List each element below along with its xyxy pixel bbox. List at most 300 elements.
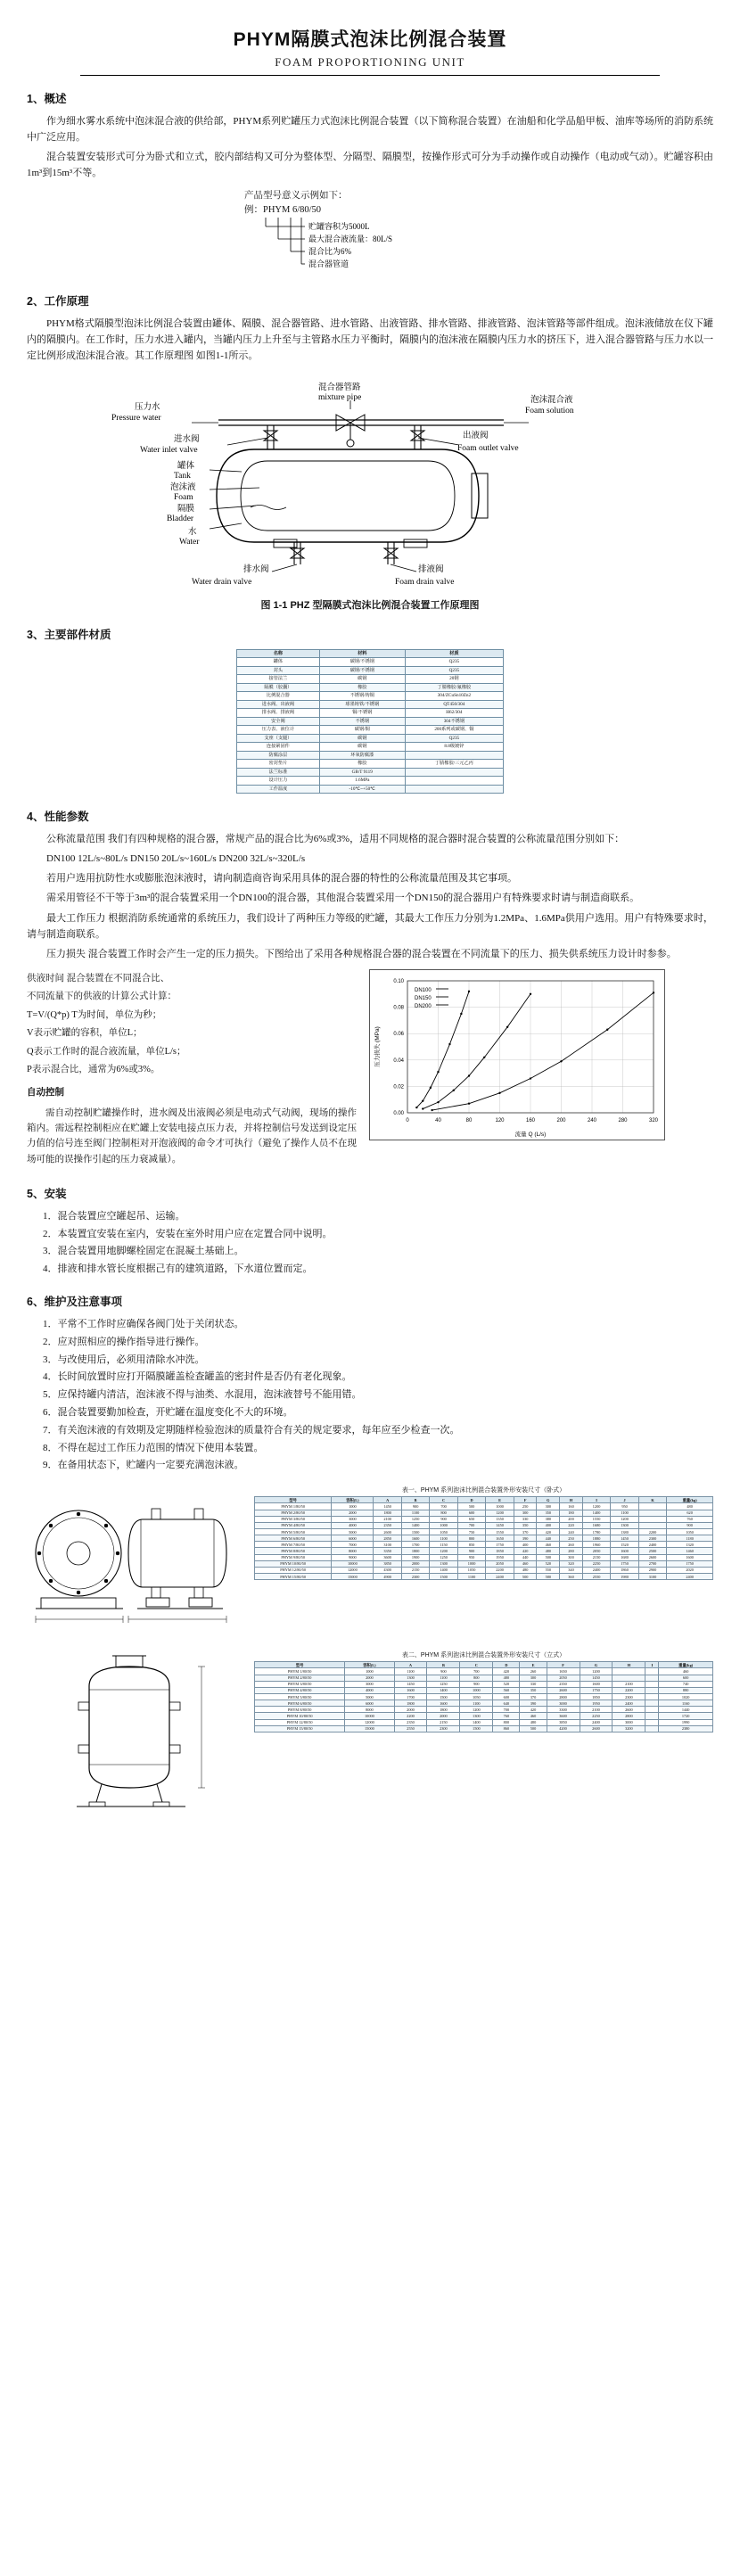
table-cell: PHYM 5/80/50 <box>255 1694 345 1700</box>
table-row <box>255 1503 713 1510</box>
table-row <box>255 1687 713 1693</box>
table-cell: 600 <box>659 1675 713 1681</box>
table-cell <box>405 751 503 760</box>
table-cell: 铜/不锈钢 <box>319 709 405 718</box>
table-cell: 1600 <box>611 1548 638 1554</box>
list-item: 1．平常不工作时应确保各阀门处于关闭状态。 <box>43 1319 244 1330</box>
label-foam-solution-en: Foam solution <box>525 406 574 416</box>
table-cell: 560 <box>493 1687 520 1693</box>
table-cell: 380 <box>537 1516 560 1522</box>
table-cell: 1550 <box>582 1516 610 1522</box>
table-cell: 2250 <box>582 1560 610 1567</box>
label-pressure-water-en: Pressure water <box>111 413 161 423</box>
table-cell: 1950 <box>580 1700 613 1707</box>
supply-time-line-2: T=V/(Q*p) T为时间，单位为秒； <box>27 1009 162 1020</box>
list-item: 7．有关泡沫液的有效期及定期随样检验泡沫的质量符合有关的规定要求，每年应至少检查一次。 <box>43 1424 460 1436</box>
table-cell: 700 <box>460 1668 493 1675</box>
table-cell: 1000 <box>457 1560 485 1567</box>
table-row <box>255 1725 713 1732</box>
table-cell: 260 <box>520 1668 547 1675</box>
table-cell: 1750 <box>580 1687 613 1693</box>
section-heading-performance: 4、性能参数 <box>27 811 89 824</box>
table-cell: 丁腈橡胶/三元乙丙 <box>405 760 503 769</box>
section-heading-overview: 1、概述 <box>27 93 67 105</box>
table-cell: 1500 <box>460 1725 493 1732</box>
table-header-cell: G <box>580 1662 613 1668</box>
table-cell: 2400 <box>613 1700 645 1707</box>
table-header-cell: A <box>374 1497 401 1503</box>
performance-flow-ranges: DN100 12L/s~80L/s DN150 20L/s~160L/s DN200 32L/s~320L/s <box>46 853 306 865</box>
table-cell: 1680 <box>611 1554 638 1560</box>
table-cell: 850 <box>457 1542 485 1548</box>
table-cell: 580 <box>537 1574 560 1580</box>
table-cell: 200 <box>560 1516 583 1522</box>
list-item: 3．混合装置用地脚螺栓固定在混凝土基础上。 <box>43 1246 244 1257</box>
table-row <box>255 1548 713 1554</box>
table-cell: 2400 <box>580 1719 613 1725</box>
performance-paragraph-5: 最大工作压力 根据消防系统通常的系统压力，我们设计了两种压力等级的贮罐，其最大工作压力分别为1.2MPa、1.6MPa供用户选用。用户有特殊要求时，请与制造商联系。 <box>27 912 713 940</box>
table-cell: 620 <box>667 1510 713 1516</box>
table-header-cell: E <box>520 1662 547 1668</box>
table-row <box>255 1694 713 1700</box>
table-cell: PHYM 3/80/50 <box>255 1516 332 1522</box>
table-row <box>255 1713 713 1719</box>
table-cell: 1050 <box>457 1567 485 1573</box>
table-cell: 2350 <box>547 1681 580 1687</box>
table-cell: 1320 <box>667 1542 713 1548</box>
table-cell: 2600 <box>613 1707 645 1713</box>
label-foam-solution-cn: 泡沫混合液 <box>530 395 573 405</box>
table-cell: 2300 <box>638 1535 666 1542</box>
table-row <box>237 692 504 701</box>
table-row <box>237 683 504 692</box>
supply-time-line-3: V表示贮罐的容积，单位L； <box>27 1028 143 1039</box>
table-cell: 2300 <box>613 1694 645 1700</box>
table-cell: 15000 <box>345 1725 394 1732</box>
table-header-cell: E <box>486 1497 514 1503</box>
table-row <box>237 666 504 675</box>
table-cell: 300 <box>560 1554 583 1560</box>
legend-note-0: 贮罐容积为5000L <box>308 222 370 232</box>
spec-table-vertical <box>254 1661 713 1732</box>
table-cell: 250 <box>560 1535 583 1542</box>
table-cell: 2000 <box>427 1713 460 1719</box>
table-cell: 760 <box>493 1713 520 1719</box>
table-cell: 800 <box>457 1535 485 1542</box>
table-cell: 950 <box>611 1503 638 1510</box>
table-cell: 3600 <box>374 1554 401 1560</box>
table-cell: 1600 <box>580 1681 613 1687</box>
table-cell: 304不锈钢 <box>405 717 503 726</box>
table-cell: 2020 <box>667 1567 713 1573</box>
table-cell: PHYM 8/80/50 <box>255 1707 345 1713</box>
table-cell: 420 <box>537 1529 560 1535</box>
table-cell: 20钢 <box>405 675 503 684</box>
table-cell: 设计压力 <box>237 777 320 786</box>
table-cell: 12000 <box>345 1719 394 1725</box>
table-cell: 2800 <box>613 1713 645 1719</box>
table-cell: 2900 <box>638 1567 666 1573</box>
table-cell: 500 <box>520 1725 547 1732</box>
table-cell: 1500 <box>430 1574 457 1580</box>
table-cell: PHYM 2/80/50 <box>255 1675 345 1681</box>
label-pressure-water-cn: 压力水 <box>135 402 160 412</box>
table-cell: 600 <box>493 1694 520 1700</box>
svg-text:120: 120 <box>495 1118 505 1123</box>
table-cell: 390 <box>514 1535 537 1542</box>
pressure-loss-chart <box>369 969 665 1140</box>
table-cell: 1450 <box>580 1675 613 1681</box>
materials-header-cell: 名称 <box>237 649 320 658</box>
table-cell: PHYM 4/80/50 <box>255 1687 345 1693</box>
table-cell: 440 <box>537 1535 560 1542</box>
table-cell: 支座（支腿） <box>237 734 320 743</box>
table-row <box>255 1542 713 1548</box>
list-item: 4．长时间放置时应打开隔膜罐盖检查罐盖的密封件是否仍有老化现象。 <box>43 1371 352 1383</box>
table-cell <box>645 1694 659 1700</box>
table-cell: PHYM 10/80/50 <box>255 1560 332 1567</box>
table-cell: 300 <box>537 1503 560 1510</box>
table-cell: 900 <box>427 1668 460 1675</box>
table-cell: 1050 <box>667 1529 713 1535</box>
table-cell: 4000 <box>345 1687 394 1693</box>
table-cell: H62/304 <box>405 709 503 718</box>
table-header-cell: F <box>547 1662 580 1668</box>
table-row <box>255 1554 713 1560</box>
table-cell: 1650 <box>547 1668 580 1675</box>
table-cell <box>405 777 503 786</box>
table-cell <box>645 1725 659 1732</box>
table-cell: 250 <box>514 1503 537 1510</box>
table-cell: 3000 <box>547 1700 580 1707</box>
table-cell: 800 <box>430 1510 457 1516</box>
table-row <box>237 726 504 735</box>
automatic-control-title: 自动控制 <box>27 1088 64 1099</box>
table-cell: 2050 <box>582 1548 610 1554</box>
table-cell: 1700 <box>394 1694 427 1700</box>
table-cell: 6000 <box>345 1700 394 1707</box>
page-title: PHYM隔膜式泡沫比例混合装置 <box>233 29 507 50</box>
table-cell: 10000 <box>332 1560 374 1567</box>
model-legend-leaders <box>223 218 517 278</box>
table-row <box>255 1529 713 1535</box>
table-cell: 350 <box>514 1522 537 1528</box>
list-item: 2．应对照相应的操作指导进行操作。 <box>43 1336 205 1347</box>
table-cell: 2850 <box>374 1535 401 1542</box>
table-cell: 3100 <box>374 1542 401 1548</box>
table-cell: 5000 <box>332 1529 374 1535</box>
horizontal-unit-svg <box>27 1484 245 1635</box>
table-cell: 1950 <box>486 1554 514 1560</box>
table-cell: 330 <box>514 1516 537 1522</box>
table-cell: 1750 <box>611 1560 638 1567</box>
horizontal-drawing <box>27 1484 245 1640</box>
table-cell: 1200 <box>582 1503 610 1510</box>
table-cell: 1050 <box>460 1694 493 1700</box>
list-item: 6．混合装置要勤加检查，开贮罐在温度变化不大的环境。 <box>43 1407 293 1419</box>
table-cell: 2600 <box>374 1529 401 1535</box>
table-header-cell: 重量(kg) <box>667 1497 713 1503</box>
table-cell: 1450 <box>394 1681 427 1687</box>
table-cell: 3300 <box>547 1707 580 1713</box>
overview-paragraph-1: 作为细水雾水系统中泡沫混合液的供给部，PHYM系列贮罐压力式泡沫比例混合装置（以下简称混合装置）在油船和化学品船甲板、油库等场所的消防系统中广泛应用。 <box>27 116 713 144</box>
table-cell: 420 <box>514 1548 537 1554</box>
label-water-drain-cn: 排水阀 <box>243 564 269 574</box>
table-cell: 2300 <box>427 1725 460 1732</box>
table-cell: 700 <box>493 1707 520 1713</box>
table-row <box>255 1719 713 1725</box>
table-cell: PHYM 4/80/50 <box>255 1522 332 1528</box>
table-cell <box>405 785 503 794</box>
spec-table-2-caption: 表二、PHYM 系列泡沫比例混合装置外形安装尺寸（立式） <box>401 1652 566 1659</box>
table-header-cell: J <box>611 1497 638 1503</box>
table-cell: 1200 <box>486 1510 514 1516</box>
automatic-control-text: 需自动控制贮罐操作时，进水阀及出液阀必须是电动式气动阀，现场的操作箱内。需远程控制柜应在贮罐上安装电接点压力表，并将控制信号发送到设定压力值的信号连至阀门控制柜对开泡液阀的命令才可执行（避免了操作人员不在现场可能的误操作引起的压力衰减量）。 <box>27 1107 357 1165</box>
table-cell: 800 <box>493 1719 520 1725</box>
figure-caption: 图 1-1 PHZ 型隔膜式泡沫比例混合装置工作原理图 <box>260 599 480 611</box>
table-row <box>237 777 504 786</box>
model-legend-title: 产品型号意义示例如下： <box>244 190 348 201</box>
table-header-cell: H <box>613 1662 645 1668</box>
table-cell: 1600 <box>667 1554 713 1560</box>
legend-note-2: 混合比为6% <box>308 247 351 257</box>
table-cell: 8000 <box>345 1707 394 1713</box>
table-cell: 304/ZCuSn10Zn2 <box>405 692 503 701</box>
table-cell: 500 <box>514 1574 537 1580</box>
table-cell: 2400 <box>638 1542 666 1548</box>
table-cell: 防腐涂层 <box>237 751 320 760</box>
table-cell: 1300 <box>430 1560 457 1567</box>
svg-text:280: 280 <box>618 1118 628 1123</box>
table-cell: 1650 <box>486 1535 514 1542</box>
table-cell: 240 <box>560 1529 583 1535</box>
table-cell: 500 <box>537 1554 560 1560</box>
svg-text:流量 Q (L/s): 流量 Q (L/s) <box>514 1132 547 1138</box>
table-cell: 1100 <box>401 1510 429 1516</box>
label-foam-outlet-en: Foam outlet valve <box>457 443 519 453</box>
table-row <box>237 700 504 709</box>
table-cell: 3850 <box>547 1719 580 1725</box>
table-cell: 260 <box>560 1542 583 1548</box>
vertical-drawing <box>27 1649 245 1818</box>
table-cell: 1.6MPa <box>319 777 405 786</box>
table-cell: 4000 <box>332 1522 374 1528</box>
label-foam-drain-cn: 排液阀 <box>418 564 444 574</box>
table-cell: 1100 <box>430 1535 457 1542</box>
performance-paragraph-3: 若用户选用抗防性水或膨胀泡沫液时，请向制造商咨询采用具体的混合器的特性的公称流量范围及其它事项。 <box>46 873 517 885</box>
table-cell: 2150 <box>582 1554 610 1560</box>
table-cell: 2050 <box>486 1560 514 1567</box>
table-cell: 860 <box>493 1725 520 1732</box>
table-header-cell: B <box>401 1497 429 1503</box>
table-row <box>255 1522 713 1528</box>
svg-text:0.08: 0.08 <box>393 1005 404 1011</box>
table-cell <box>645 1687 659 1693</box>
table-row <box>237 658 504 667</box>
table-cell: 280 <box>560 1548 583 1554</box>
table-cell: 460 <box>520 1713 547 1719</box>
table-cell: 2400 <box>486 1574 514 1580</box>
table-cell: 640 <box>493 1700 520 1707</box>
label-water-inlet-cn: 进水阀 <box>174 434 200 444</box>
label-bladder-en: Bladder <box>167 514 194 523</box>
table-row <box>237 743 504 752</box>
table-cell: 1300 <box>394 1675 427 1681</box>
table-cell: 2550 <box>394 1725 427 1732</box>
table-cell: 600 <box>457 1510 485 1516</box>
table-header-cell: F <box>514 1497 537 1503</box>
section-heading-maintenance: 6、维护及注意事项 <box>27 1296 122 1309</box>
table-row <box>255 1510 713 1516</box>
table-cell: 480 <box>520 1719 547 1725</box>
table-row <box>255 1700 713 1707</box>
title-divider <box>80 75 660 76</box>
table-row <box>237 751 504 760</box>
svg-text:0.02: 0.02 <box>393 1084 404 1090</box>
table-header-cell: H <box>560 1497 583 1503</box>
table-cell: 1750 <box>667 1560 713 1567</box>
table-header-cell: 型号 <box>255 1497 332 1503</box>
table-cell: 2600 <box>547 1687 580 1693</box>
svg-text:0.10: 0.10 <box>393 979 404 984</box>
table-cell: 900 <box>457 1548 485 1554</box>
table-cell: 390 <box>520 1700 547 1707</box>
table-cell: 1200 <box>460 1707 493 1713</box>
table-cell: 9000 <box>332 1554 374 1560</box>
table-cell: PHYM 1/80/50 <box>255 1668 345 1675</box>
svg-text:40: 40 <box>435 1118 441 1123</box>
table-cell: 1200 <box>580 1668 613 1675</box>
table-cell: GB/T 9119 <box>319 768 405 777</box>
table-cell: 1500 <box>427 1694 460 1700</box>
table-cell: 650 <box>457 1516 485 1522</box>
table-cell: 180 <box>560 1510 583 1516</box>
maintenance-list <box>27 1316 713 1475</box>
table-header-cell: B <box>427 1662 460 1668</box>
table-cell: 丁腈橡胶/氟橡胶 <box>405 683 503 692</box>
table-cell: 900 <box>460 1681 493 1687</box>
table-cell: 12000 <box>332 1567 374 1573</box>
table-cell: 2200 <box>638 1529 666 1535</box>
table-header-cell: G <box>537 1497 560 1503</box>
table-cell: 1860 <box>611 1567 638 1573</box>
table-cell: 350 <box>520 1687 547 1693</box>
svg-text:0: 0 <box>406 1118 409 1123</box>
spec-table-1-caption: 表一、PHYM 系列泡沫比例混合装置外形安装尺寸（卧式） <box>401 1487 566 1494</box>
table-cell: 2000 <box>332 1510 374 1516</box>
table-row <box>255 1668 713 1675</box>
table-cell: 480 <box>493 1675 520 1681</box>
table-cell: 封头 <box>237 666 320 675</box>
table-row <box>255 1560 713 1567</box>
table-cell: Q235 <box>405 658 503 667</box>
table-cell: 2400 <box>582 1567 610 1573</box>
table-row <box>237 709 504 718</box>
table-header-cell: I <box>645 1662 659 1668</box>
table-cell: PHYM 7/80/50 <box>255 1542 332 1548</box>
table-cell: 3200 <box>613 1725 645 1732</box>
materials-header-cell: 材质 <box>405 649 503 658</box>
table-cell: 440 <box>514 1554 537 1560</box>
table-cell: 700 <box>430 1503 457 1510</box>
table-cell: 1100 <box>460 1700 493 1707</box>
table-cell <box>645 1675 659 1681</box>
table-cell: 2100 <box>580 1707 613 1713</box>
table-cell: 球墨铸铁/不锈钢 <box>319 700 405 709</box>
table-cell: 2700 <box>638 1560 666 1567</box>
table-header-cell: 容积(L) <box>345 1662 394 1668</box>
table-row <box>237 717 504 726</box>
list-item: 4．排液和排水管长度根据己有的建筑道路，下水道位置而定。 <box>43 1263 313 1275</box>
table-cell: 2000 <box>401 1560 429 1567</box>
table-cell <box>638 1503 666 1510</box>
table-cell <box>638 1516 666 1522</box>
page-subtitle: FOAM PROPORTIONING UNIT <box>275 55 465 69</box>
svg-text:0.06: 0.06 <box>393 1032 404 1038</box>
table-cell: 8.8级镀锌 <box>405 743 503 752</box>
section-heading-principle: 2、工作原理 <box>27 295 89 309</box>
installation-list <box>27 1208 713 1279</box>
table-cell: 安全阀 <box>237 717 320 726</box>
table-row <box>237 760 504 769</box>
table-row <box>255 1681 713 1687</box>
table-row <box>237 675 504 684</box>
legend-note-1: 最大混合液流量：80L/S <box>308 235 393 244</box>
table-cell: 1250 <box>430 1554 457 1560</box>
performance-paragraph-1: 公称流量范围 我们有四种规格的混合器，常规产品的混合比为6%或3%，适用不同规格的混合器时混合装置的公称流量范围分别如下： <box>46 834 625 845</box>
table-cell: 480 <box>667 1503 713 1510</box>
table-cell: 1800 <box>401 1548 429 1554</box>
table-cell: 1990 <box>659 1719 713 1725</box>
table-cell: 2150 <box>401 1567 429 1573</box>
table-cell: 1720 <box>659 1713 713 1719</box>
table-cell: 950 <box>457 1554 485 1560</box>
materials-table <box>236 649 504 794</box>
table-cell: 1150 <box>430 1542 457 1548</box>
table-cell: 4300 <box>374 1567 401 1573</box>
table-header-cell: I <box>582 1497 610 1503</box>
table-cell: 环氧防腐漆 <box>319 751 405 760</box>
table-cell: 1400 <box>401 1522 429 1528</box>
table-cell: 7000 <box>332 1542 374 1548</box>
table-cell: 碳钢/铜 <box>319 726 405 735</box>
materials-header-cell: 材料 <box>319 649 405 658</box>
table-cell: PHYM 6/80/50 <box>255 1535 332 1542</box>
table-cell: 1400 <box>582 1510 610 1516</box>
table-cell: 1400 <box>427 1687 460 1693</box>
table-cell: 2100 <box>613 1681 645 1687</box>
table-row <box>237 734 504 743</box>
table-row <box>255 1707 713 1713</box>
table-cell: 2300 <box>401 1574 429 1580</box>
table-cell: 800 <box>460 1675 493 1681</box>
table-cell: 900 <box>430 1516 457 1522</box>
table-cell: 1700 <box>401 1542 429 1548</box>
performance-paragraph-6: 压力损失 混合装置工作时会产生一定的压力损失。下图给出了采用各种规格混合器的混合装置在不同流量下的压力、损失供系统压力设计时参参。 <box>46 948 677 959</box>
table-cell: 370 <box>520 1694 547 1700</box>
svg-text:DN150: DN150 <box>415 996 432 1001</box>
table-cell: 1250 <box>427 1681 460 1687</box>
table-cell: 排水阀、排液阀 <box>237 709 320 718</box>
table-cell: 碳钢 <box>319 743 405 752</box>
table-cell: 1600 <box>427 1700 460 1707</box>
table-cell: 2200 <box>394 1713 427 1719</box>
table-cell: 520 <box>537 1560 560 1567</box>
table-header-cell: 容积(L) <box>332 1497 374 1503</box>
model-legend-example: 例：PHYM 6/80/50 <box>244 204 322 215</box>
list-item: 8．不得在起过工作压力范围的情况下使用本装置。 <box>43 1442 264 1453</box>
table-cell: PHYM 15/80/50 <box>255 1725 345 1732</box>
